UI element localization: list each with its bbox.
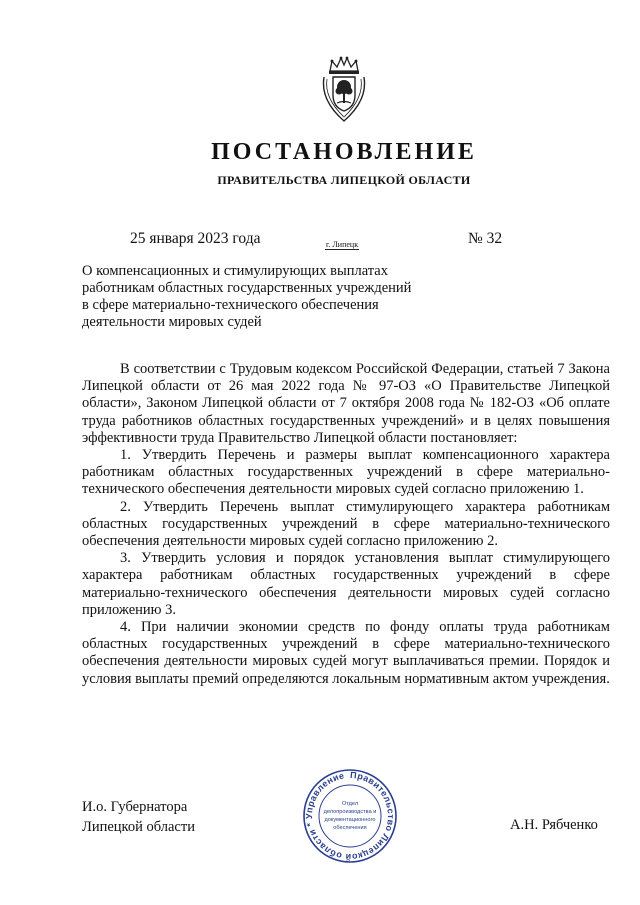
document-subtitle: ПРАВИТЕЛЬСТВА ЛИПЕЦКОЙ ОБЛАСТИ bbox=[217, 173, 471, 187]
document-subject bbox=[82, 263, 462, 331]
subject-line: работникам областных государственных учреждений bbox=[82, 280, 412, 296]
svg-text:обеспечения: обеспечения bbox=[333, 825, 367, 831]
subject-line: в сфере материально-технического обеспечения bbox=[82, 297, 379, 313]
signatory-position-line: Липецкой области bbox=[82, 819, 195, 835]
svg-text:документационного: документационного bbox=[324, 817, 376, 823]
signatory-position-line: И.о. Губернатора bbox=[82, 799, 188, 815]
document-title: ПОСТАНОВЛЕНИЕ bbox=[211, 139, 477, 165]
document-number: № 32 bbox=[468, 230, 503, 247]
preamble-paragraph: В соответствии с Трудовым кодексом Российской Федерации, статьей 7 Закона Липецкой области от 26 мая 2022 года № 97-ОЗ «О Правительстве Липецкой области», Законом Липецкой области от 7 октября 2008 года № 182-ОЗ «Об оплате труда работников областных государственных учреждений» и в целях повышения эффективности труда Правительство Липецкой области постановляет: bbox=[82, 361, 610, 446]
signatory-position bbox=[82, 797, 195, 837]
official-stamp bbox=[292, 766, 408, 864]
document-date: 25 января 2023 года bbox=[130, 230, 261, 247]
subject-line: О компенсационных и стимулирующих выплатах bbox=[82, 263, 388, 279]
svg-text:делопроизводства и: делопроизводства и bbox=[323, 809, 377, 815]
signatory-name: А.Н. Рябченко bbox=[510, 817, 598, 833]
document-place: г. Липецк bbox=[326, 240, 359, 249]
document-body bbox=[82, 361, 610, 688]
clause-2: 2. Утвердить Перечень выплат стимулирующего характера работникам областных государственных учреждений в сфере материально-технического обеспечения деятельности мировых судей согласно приложению 2. bbox=[82, 498, 610, 550]
clause-4: 4. При наличии экономии средств по фонду оплаты труда работникам областных государственных учреждений в сфере материально-технического обеспечения деятельности мировых судей могут выплачиваться премии. Порядок и условия выплаты премий определяются локальным нормативным актом учреждения. bbox=[82, 619, 610, 687]
clause-1: 1. Утвердить Перечень и размеры выплат компенсационного характера работникам областных государственных учреждений в сфере материально-технического обеспечения деятельности мировых судей согласно приложению 1. bbox=[82, 447, 610, 498]
svg-text:Правительство Липецкой области: Правительство Липецкой области * Управление bbox=[303, 769, 397, 863]
clause-3: 3. Утвердить условия и порядок установления выплат стимулирующего характера работникам областных государственных учреждений в сфере материально-технического обеспечения деятельности мировых судей согласно приложению 3. bbox=[82, 550, 610, 618]
subject-line: деятельности мировых судей bbox=[82, 314, 262, 330]
coat-of-arms-icon bbox=[318, 55, 370, 125]
svg-text:Отдел: Отдел bbox=[341, 801, 359, 807]
